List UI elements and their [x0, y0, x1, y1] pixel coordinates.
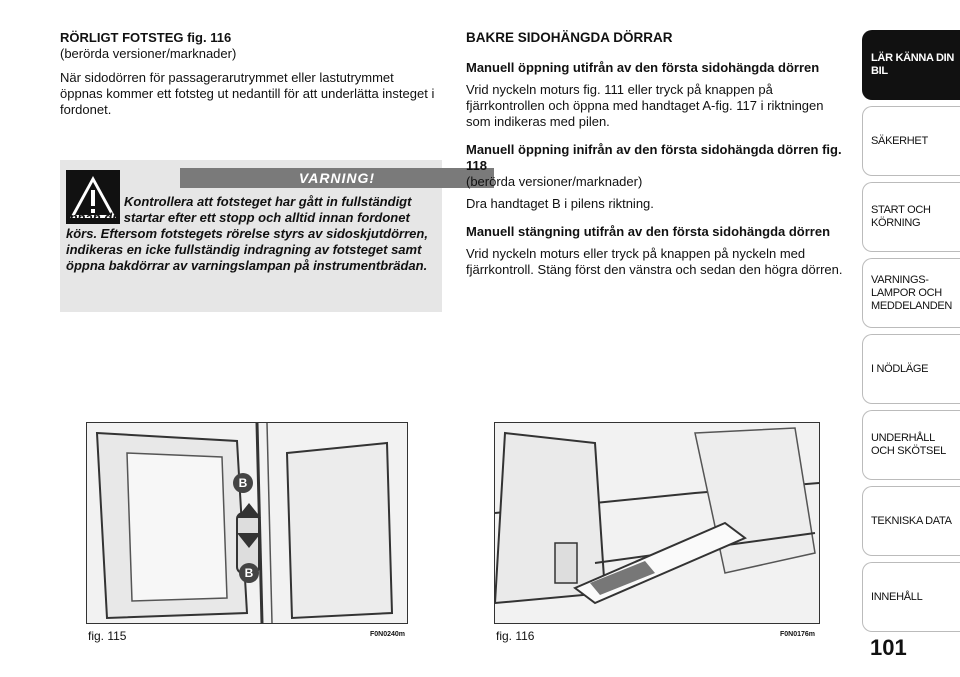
- tab-underhall[interactable]: [862, 410, 960, 480]
- marker-b-bottom: B: [244, 566, 254, 580]
- marker-b-top: B: [238, 476, 248, 490]
- warning-title: VARNING!: [180, 168, 494, 188]
- tab-label: INNEHÅLL: [871, 590, 923, 603]
- right-heading: BAKRE SIDOHÄNGDA DÖRRAR: [466, 30, 673, 45]
- s2-sub: (berörda versioner/marknader): [466, 174, 643, 189]
- tab-label: UNDERHÅLL OCH SKÖTSEL: [871, 432, 946, 457]
- tab-nodlage[interactable]: [862, 334, 960, 404]
- tab-label: TEKNISKA DATA: [871, 514, 952, 527]
- tab-label: VARNINGS- LAMPOR OCH MEDDELANDEN: [871, 273, 953, 312]
- figure-115-image: [86, 422, 408, 624]
- tab-sakerhet[interactable]: [862, 106, 960, 176]
- tab-label: START OCH KÖRNING: [871, 204, 931, 229]
- tab-varningslampor[interactable]: [862, 258, 960, 328]
- figure-116-label: fig. 116: [496, 629, 535, 643]
- s3-heading: Manuell stängning utifrån av den första sidohängda dörren: [466, 224, 831, 239]
- left-column: [60, 30, 440, 118]
- section-subheading: (berörda versioner/marknader): [60, 46, 237, 61]
- figure-116-image: [494, 422, 820, 624]
- warning-text: Kontrollera att fotsteget har gått in fullständigt innan du startar efter ett stopp och alltid innan fordonet körs. Eftersom fotstegets rörelse styrs av sidoskjutdörren, indikeras en icke fullständig indragning av fotsteget samt öppna bakdörrar av varningslampan på instrumentbrädan.: [66, 194, 428, 273]
- tab-start[interactable]: [862, 182, 960, 252]
- tab-innehall[interactable]: [862, 562, 960, 632]
- tab-lar-kanna[interactable]: [862, 30, 960, 100]
- figure-115-label: fig. 115: [88, 629, 127, 643]
- tab-label: I NÖDLÄGE: [871, 362, 929, 375]
- page-number: 101: [870, 635, 907, 660]
- tab-tekniska-data[interactable]: [862, 486, 960, 556]
- figure-116-code: F0N0176m: [780, 631, 816, 638]
- right-column: [466, 30, 850, 278]
- tab-label: SÄKERHET: [871, 134, 928, 147]
- s1-heading: Manuell öppning utifrån av den första sidohängda dörren: [466, 60, 820, 75]
- section-body: När sidodörren för passagerarutrymmet eller lastutrymmet öppnas kommer ett fotsteg ut nedantill för att underlätta insteget i fordonet.: [60, 70, 435, 117]
- section-heading: RÖRLIGT FOTSTEG fig. 116: [60, 30, 232, 45]
- s1-body: Vrid nyckeln moturs fig. 111 eller tryck på knappen på fjärrkontrollen och öppna med handtaget A-fig. 117 i riktningen som indikeras med pilen.: [466, 82, 824, 129]
- tab-label: LÄR KÄNNA DIN BIL: [871, 52, 955, 77]
- s2-body: Dra handtaget B i pilens riktning.: [466, 196, 654, 211]
- figure-115-code: F0N0240m: [370, 631, 406, 638]
- warning-box: [60, 160, 442, 312]
- s2-heading: Manuell öppning inifrån av den första sidohängda dörren fig. 118: [466, 142, 842, 173]
- s3-body: Vrid nyckeln moturs eller tryck på knappen på nyckeln med fjärrkontroll. Stäng först den vänstra och sedan den högra dörren.: [466, 246, 843, 277]
